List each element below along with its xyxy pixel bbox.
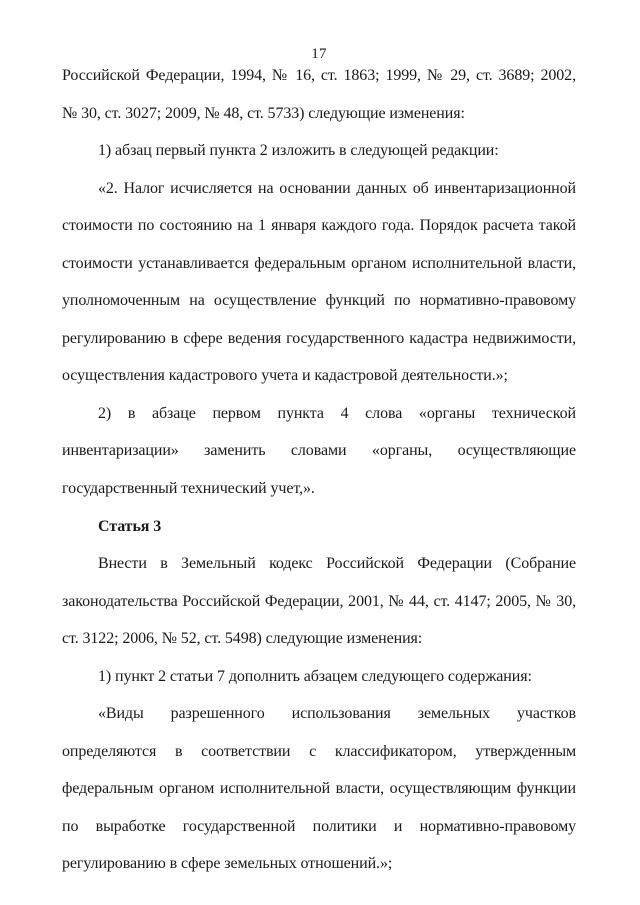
text-line: регулированию в сфере ведения государственного кадастра недвижимости, — [62, 329, 576, 347]
text-line: регулированию в сфере земельных отношений.»; — [62, 855, 393, 873]
text-line: по выработке государственной политики и нормативно-правовому — [62, 817, 576, 835]
paragraph — [62, 170, 576, 395]
text-line: 1) пункт 2 статьи 7 дополнить абзацем следующего содержания: — [98, 667, 532, 685]
text-line: ст. 3122; 2006, № 52, ст. 5498) следующие изменения: — [62, 630, 423, 648]
text-line: уполномоченным на осуществление функций по нормативно-правовому — [62, 292, 576, 310]
article-heading: Статья 3 — [98, 517, 162, 535]
text-line: 1) абзац первый пункта 2 изложить в следующей редакции: — [98, 142, 499, 160]
text-line: стоимости по состоянию на 1 января каждого года. Порядок расчета такой — [62, 217, 576, 235]
paragraph — [62, 545, 576, 658]
text-line: законодательства Российской Федерации, 2001, № 44, ст. 4147; 2005, № 30, — [62, 592, 576, 610]
text-line: Российской Федерации, 1994, № 16, ст. 1863; 1999, № 29, ст. 3689; 2002, — [62, 67, 576, 84]
text-line: государственный технический учет,». — [62, 480, 315, 498]
text-line: инвентаризации» заменить словами «органы, осуществляющие — [62, 442, 576, 460]
text-line: осуществления кадастрового учета и кадастровой деятельности.»; — [62, 367, 508, 385]
paragraph — [62, 508, 576, 546]
page-number: 17 — [311, 46, 327, 62]
paragraph — [62, 695, 576, 883]
text-line: определяются в соответствии с классификатором, утвержденным — [62, 742, 576, 760]
text-line: 2) в абзаце первом пункта 4 слова «органы технической — [98, 404, 576, 422]
text-line: № 30, ст. 3027; 2009, № 48, ст. 5733) следующие изменения: — [62, 104, 465, 122]
text-line: стоимости устанавливается федеральным органом исполнительной власти, — [62, 254, 576, 272]
paragraph — [62, 395, 576, 508]
text-line: «Виды разрешенного использования земельных участков — [98, 705, 576, 723]
text-line: «2. Налог исчисляется на основании данных об инвентаризационной — [98, 179, 576, 197]
document-body — [62, 57, 576, 883]
paragraph — [62, 132, 576, 170]
text-line: федеральным органом исполнительной власти, осуществляющим функции — [62, 780, 576, 798]
paragraph — [62, 57, 576, 132]
text-line: Внести в Земельный кодекс Российской Федерации (Собрание — [98, 555, 576, 573]
paragraph — [62, 658, 576, 696]
